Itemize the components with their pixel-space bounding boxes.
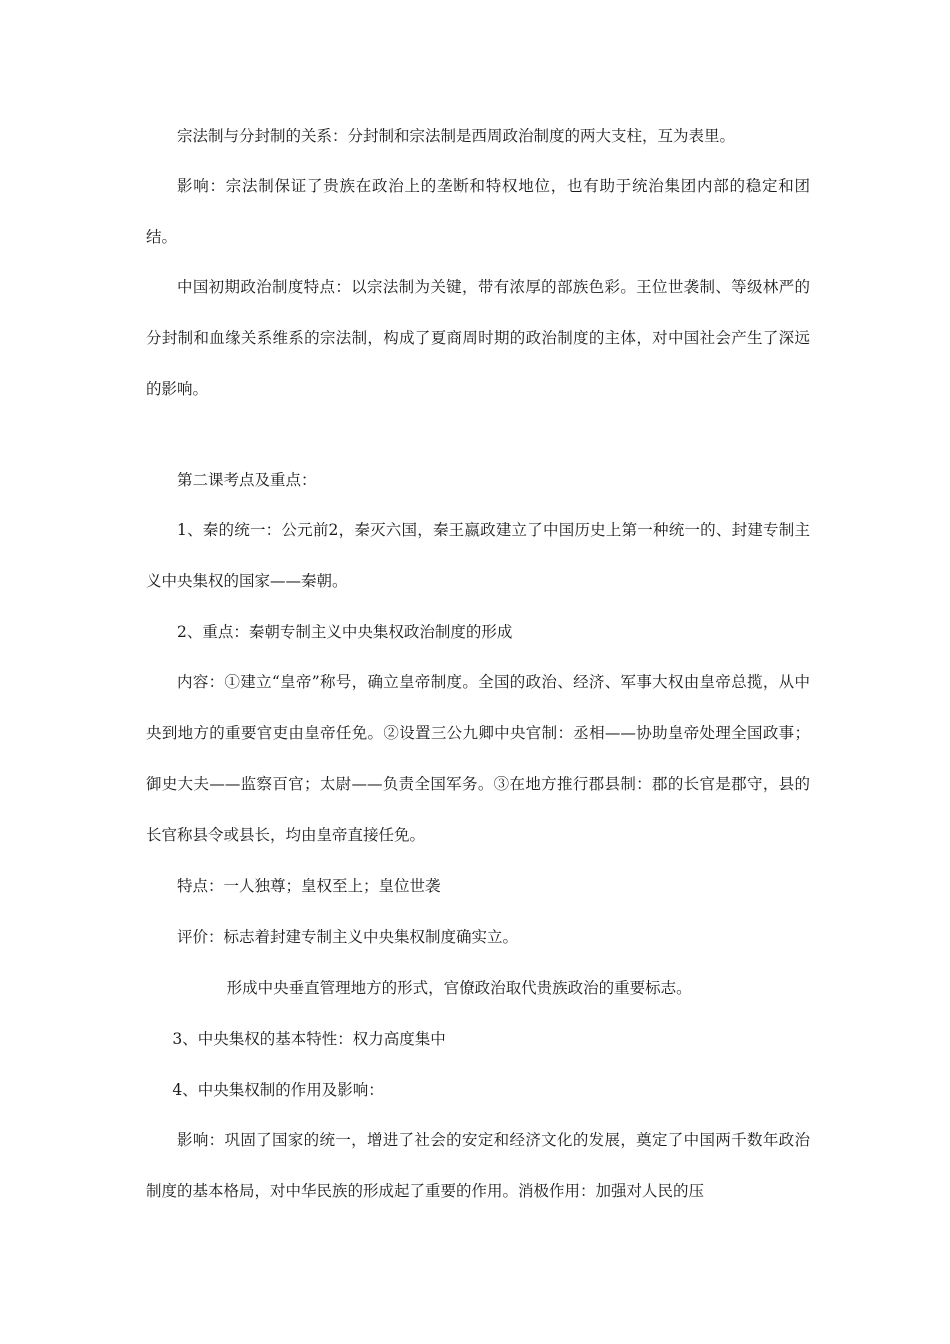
paragraph-evaluation-cont: 形成中央垂直管理地方的形式，官僚政治取代贵族政治的重要标志。 [226,979,692,997]
document-body [146,121,810,1227]
paragraph-content: 内容：①建立“皇帝”称号，确立皇帝制度。全国的政治、经济、军事大权由皇帝总揽，从中央到地方的重要官吏由皇帝任免。②设置三公九卿中央官制：丞相——协助皇帝处理全国政事；御史大夫——监察百官；太尉——负责全国军务。③在地方推行郡县制：郡的长官是郡守，县的长官称县令或县长，均由皇帝直接任免。 [146,673,810,844]
paragraph-influence: 影响：宗法制保证了贵族在政治上的垄断和特权地位，也有助于统治集团内部的稳定和团结。 [146,177,810,246]
paragraph-qin-unification: 1、秦的统一：公元前2，秦灭六国，秦王嬴政建立了中国历史上第一种统一的、封建专制主义中央集权的国家——秦朝。 [146,521,810,590]
section-gap [146,425,810,465]
paragraph-impact: 影响：巩固了国家的统一，增进了社会的安定和经济文化的发展，奠定了中国两千数年政治制度的基本格局，对中华民族的形成起了重要的作用。消极作用：加强对人民的压 [146,1131,810,1200]
paragraph-relation: 宗法制与分封制的关系：分封制和宗法制是西周政治制度的两大支柱，互为表里。 [177,127,736,145]
paragraph-centralization-trait: 3、中央集权的基本特性：权力高度集中 [172,1030,446,1048]
paragraph-features: 特点：一人独尊；皇权至上；皇位世袭 [177,877,441,895]
paragraph-key-point: 2、重点：秦朝专制主义中央集权政治制度的形成 [177,623,513,641]
paragraph-centralization-role: 4、中央集权制的作用及影响： [172,1081,384,1099]
paragraph-early-features: 中国初期政治制度特点：以宗法制为关键，带有浓厚的部族色彩。王位世袭制、等级林严的分封制和血缘关系维系的宗法制，构成了夏商周时期的政治制度的主体，对中国社会产生了深远的影响。 [146,278,810,398]
paragraph-evaluation: 评价：标志着封建专制主义中央集权制度确实立。 [177,928,519,946]
section-heading-lesson-two: 第二课考点及重点： [177,471,317,489]
